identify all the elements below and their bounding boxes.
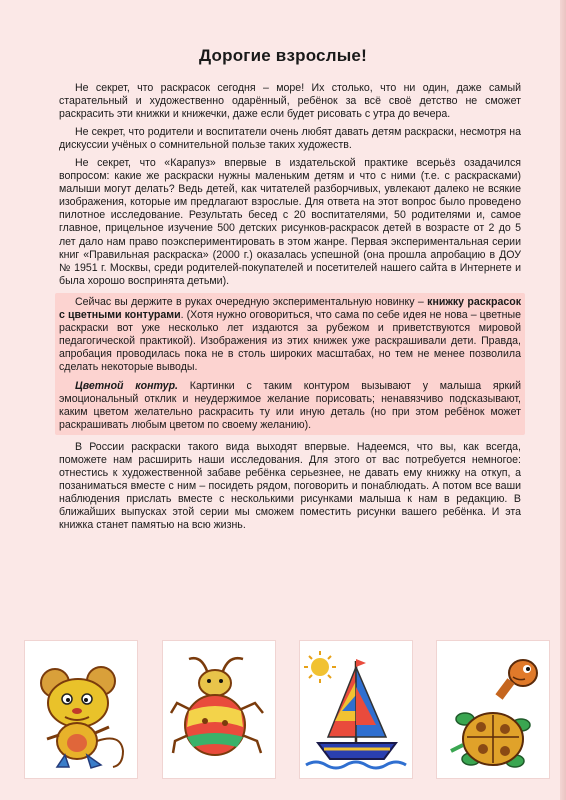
paragraph-4-before: Сейчас вы держите в руках очередную экспериментальную новинку – — [75, 295, 428, 308]
paragraph-3: Не секрет, что «Карапуз» впервые в издательской практике всерьёз озадачился вопросом: какие же раскраски нужны маленьким детям и что с ними (т.е. с раскрасками) малыши могут делать? Ведь детей, как читателей разборчивых, увлекают далеко не всякие изображения, которые им предлагают взрослые. Для ответа на этот вопрос было проведено пилотное исследование. Результать бесед с 20 воспитателями, 50 родителями и, самое главное, прицельное изучение 500 детских рисунков-раскрасок детей в возрасте от 2 до 5 лет дало нам право поэкспериментировать в этом жанре. Первая экспериментальная серии книг «Правильная раскраска» (2000 г.) оказалась успешной (она прошла апробацию в ДОУ № 1951 г. Москвы, среди родителей-покупателей и посетителей нашего сайта в Интернете и была хорошо воспринята детьми). — [59, 157, 521, 287]
paragraph-4-after: . (Хотя нужно оговориться, что сама по себе идея не нова – цветные раскраски вот уже несколько лет издаются за рубежом и приветствуются мировой педагогической практикой). Изображения из этих книжек уже раскрашивали дети. Правда, апробация проводилась пока не в столь широких масштабах, но тем не менее позволила сделать некоторые выводы. — [59, 308, 521, 373]
turtle-drawing — [437, 641, 549, 778]
page-fold — [560, 0, 566, 800]
paragraph-6: В России раскраски такого вида выходят впервые. Надеемся, что вы, как всегда, поможете нам расширить наши исследования. Для этого от вас потребуется немногое: отнестись к художественной забаве ребёнка серьезнее, не давать ему книжку на откуп, а позаниматься вместе с ним – посидеть рядом, поговорить и понаблюдать. А потом все ваши наблюдения прислать вместе с несколькими рисунками малыша к нам в редакцию. В ближайших выпусках этой серии мы сможем поместить рисунки вашего ребёнка. И эта книжка станет памятью на всю жизнь. — [59, 441, 521, 532]
paragraph-4 — [59, 296, 521, 374]
sailboat-drawing — [300, 641, 412, 778]
paragraph-2: Не секрет, что родители и воспитатели очень любят давать детям раскраски, несмотря на дискуссии учёных о сомнительной пользе таких художеств. — [59, 126, 521, 152]
paragraph-4-bold: книжку раскрасок с цветными контурами — [59, 295, 522, 321]
body-text — [59, 82, 521, 538]
highlight-block — [55, 293, 525, 435]
page-title: Дорогие взрослые! — [199, 46, 367, 65]
paragraph-5 — [59, 380, 521, 432]
paragraph-1: Не секрет, что раскрасок сегодня – море! Их столько, что ни один, даже самый старательный и художественно одарённый, ребёнок за всё своё детство не сможет раскрасить эти книжки и книжечки, даже если будет рисовать с утра до вечера. — [59, 82, 521, 121]
paragraph-5-after: Картинки с таким контуром вызывают у малыша яркий эмоциональный отклик и неудержимое желание порисовать; ненавязчиво подсказывают, каким цветом желательно раскрасить ту или иную деталь (но при этом ребёнок может раскрашивать любым цветом по своему желанию). — [59, 379, 521, 432]
paragraph-5-bold: Цветной контур. — [75, 379, 178, 392]
ladybug-drawing — [163, 641, 275, 778]
mouse-drawing — [25, 641, 137, 778]
